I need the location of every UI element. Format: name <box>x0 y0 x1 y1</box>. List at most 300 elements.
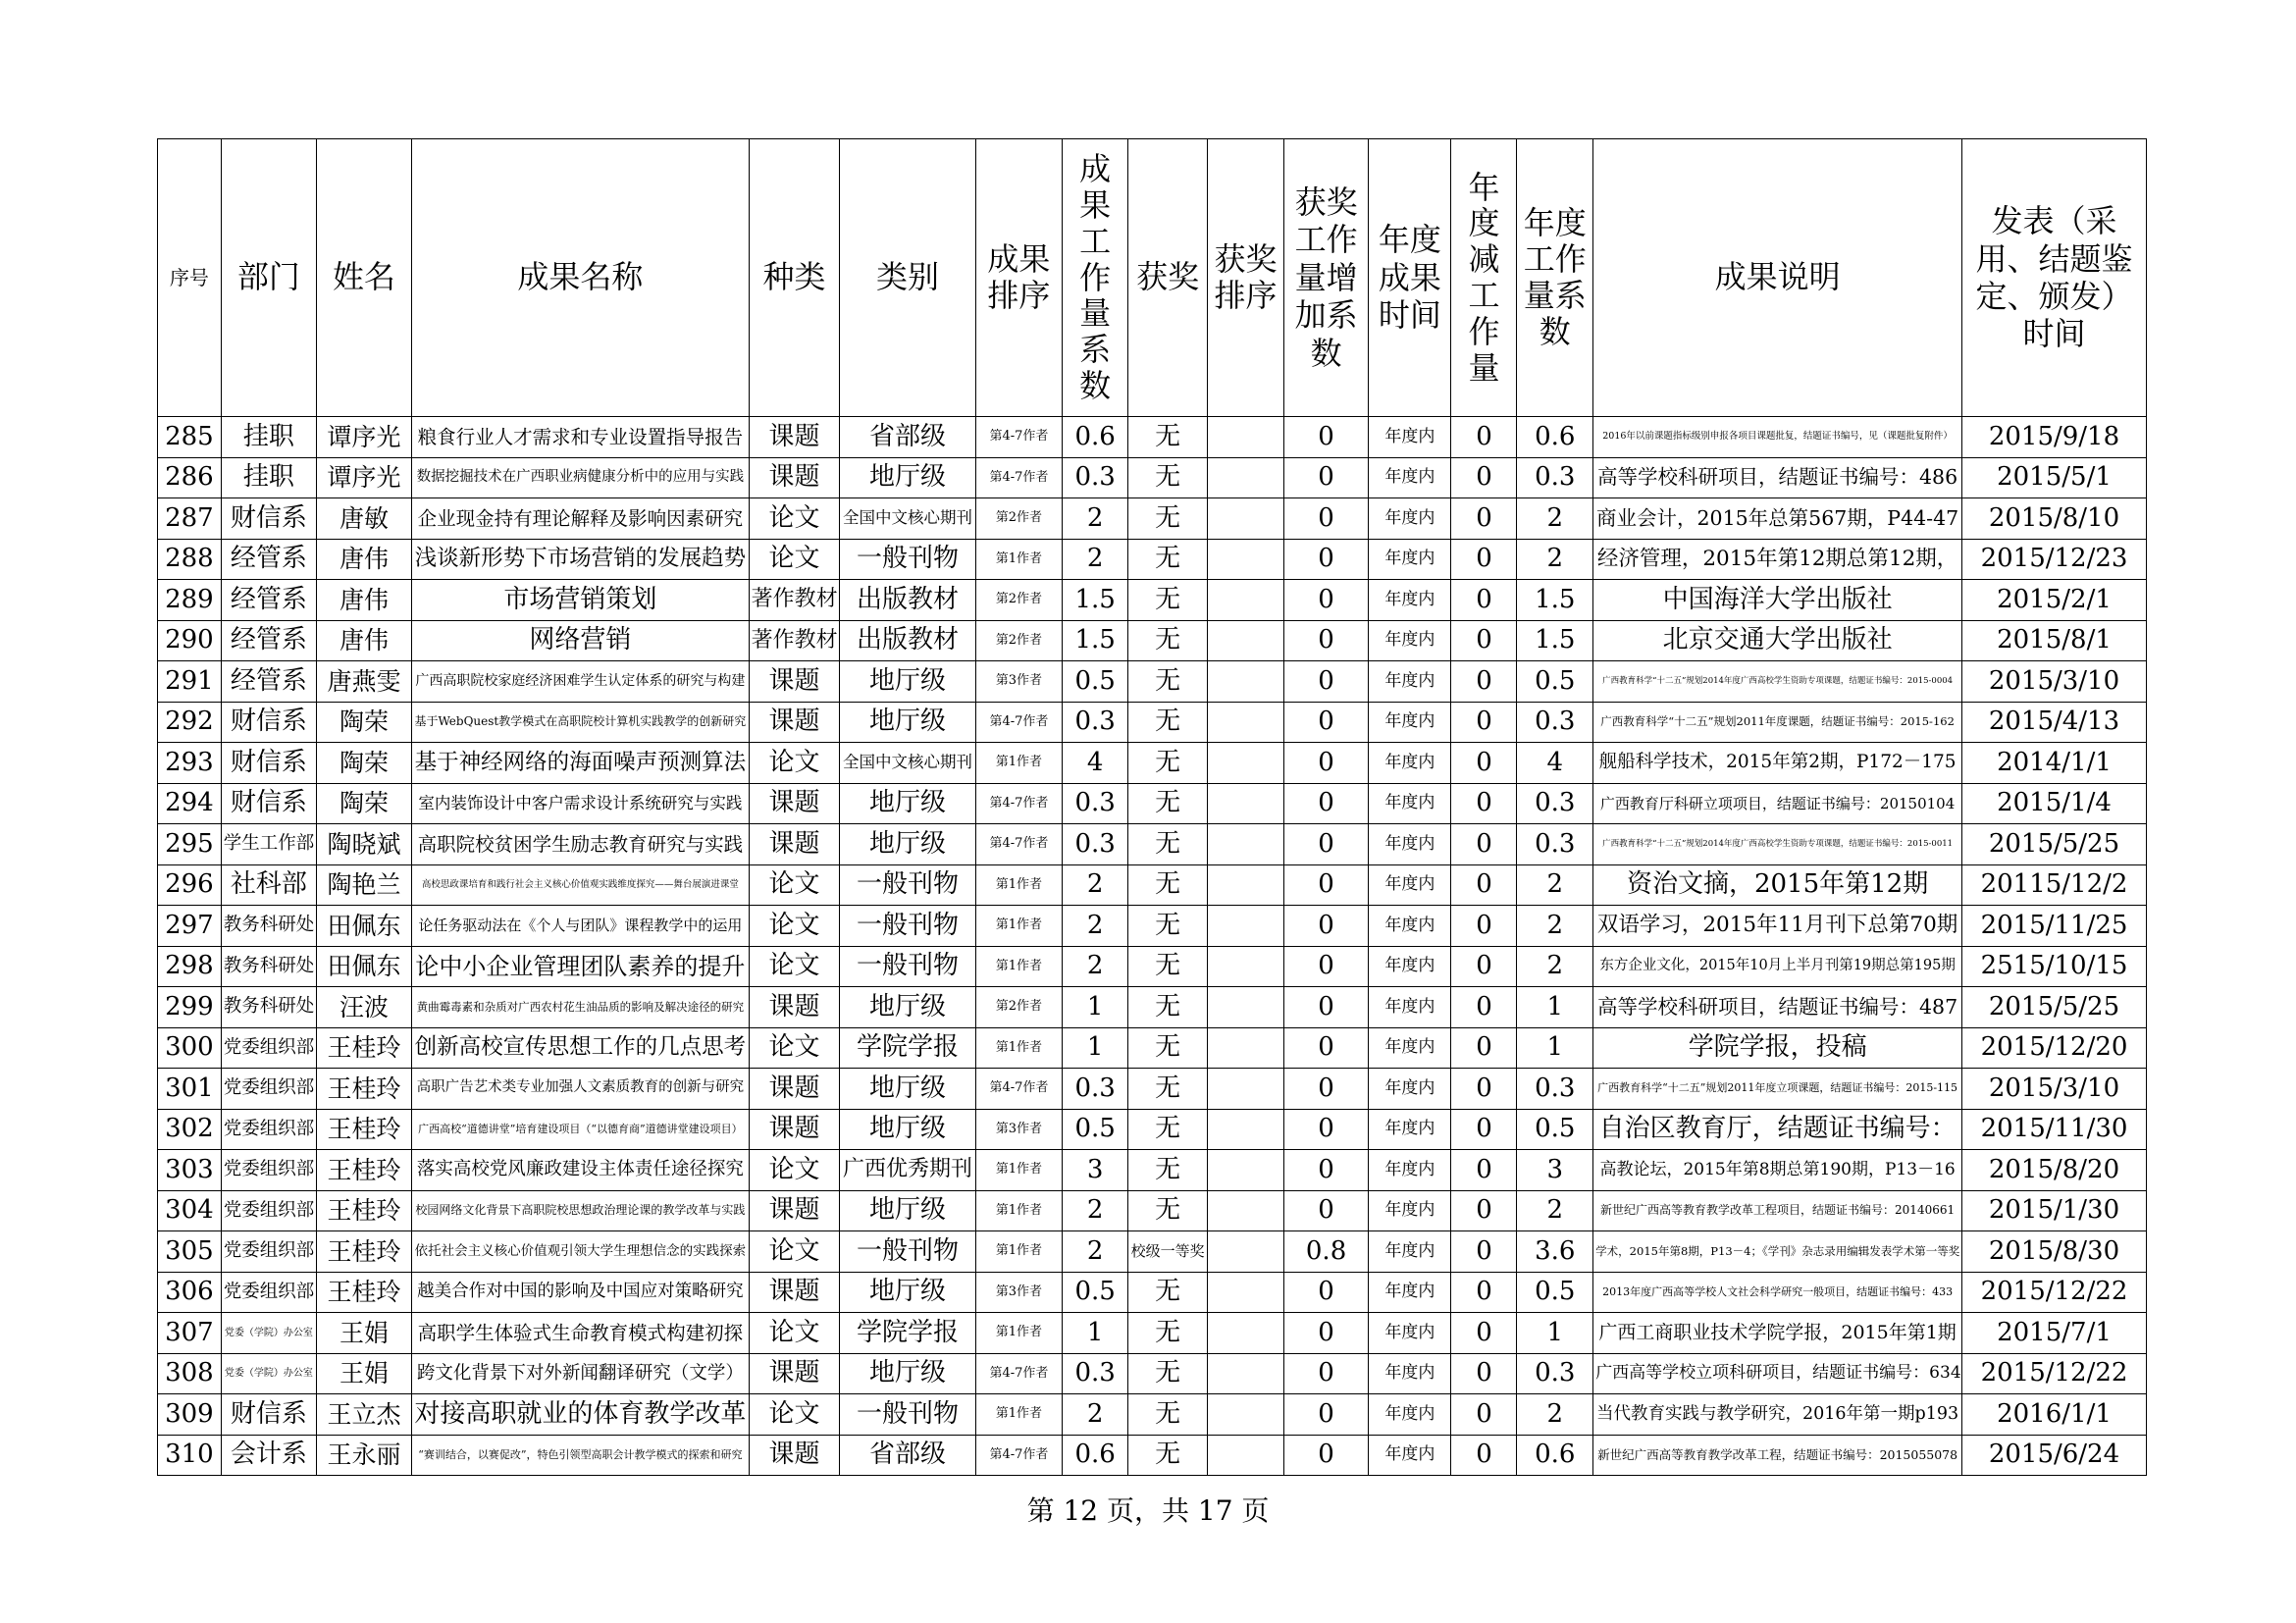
category-cell: 学院学报 <box>840 1313 975 1354</box>
pub-time-cell: 2515/10/15 <box>1961 946 2146 987</box>
pub-time-cell: 2016/1/1 <box>1961 1394 2146 1436</box>
reduce-cell: 0 <box>1451 661 1517 703</box>
pub-time-cell: 2015/6/24 <box>1961 1435 2146 1476</box>
award-cell: 无 <box>1128 987 1208 1028</box>
kind-cell: 论文 <box>749 743 840 784</box>
kind-cell: 论文 <box>749 498 840 540</box>
time-cell: 年度内 <box>1369 864 1451 906</box>
coef-cell: 2 <box>1063 1190 1128 1231</box>
coef-cell: 3 <box>1063 1150 1128 1191</box>
category-cell: 地厅级 <box>840 702 975 743</box>
table-row <box>158 1190 2147 1231</box>
category-cell: 地厅级 <box>840 1109 975 1150</box>
award-cell: 无 <box>1128 417 1208 458</box>
coef-cell: 1 <box>1063 1313 1128 1354</box>
category-cell: 一般刊物 <box>840 539 975 580</box>
title-cell: 高职院校贫困学生励志教育研究与实践 <box>412 824 749 865</box>
category-cell: 地厅级 <box>840 1190 975 1231</box>
kind-cell: 论文 <box>749 539 840 580</box>
desc-cell: 双语学习，2015年11月刊下总第70期 <box>1593 906 1962 947</box>
name-cell: 田佩东 <box>316 906 411 947</box>
kind-cell: 论文 <box>749 906 840 947</box>
award-coef-cell: 0 <box>1283 1313 1368 1354</box>
reduce-cell: 0 <box>1451 824 1517 865</box>
year-coef-cell: 4 <box>1517 743 1593 784</box>
year-coef-cell: 2 <box>1517 498 1593 540</box>
award-cell: 无 <box>1128 539 1208 580</box>
year-coef-cell: 0.5 <box>1517 1272 1593 1313</box>
pub-time-cell: 2015/1/30 <box>1961 1190 2146 1231</box>
table-row <box>158 620 2147 661</box>
dept-cell: 经管系 <box>221 661 316 703</box>
desc-cell: 学术，2015年第8期，P13－4；《学刊》杂志录用编辑发表学术第一等奖 <box>1593 1231 1962 1273</box>
desc-cell: 广西教育科学“十二五”规划2011年度立项课题，结题证书编号：2015-115 <box>1593 1069 1962 1110</box>
year-coef-cell: 0.3 <box>1517 702 1593 743</box>
award-cell: 无 <box>1128 946 1208 987</box>
name-cell: 王娟 <box>316 1313 411 1354</box>
title-cell: 落实高校党风廉政建设主体责任途径探究 <box>412 1150 749 1191</box>
title-cell: 黄曲霉毒素和杂质对广西农村花生油品质的影响及解决途径的研究 <box>412 987 749 1028</box>
dept-cell: 经管系 <box>221 580 316 621</box>
rank-cell: 第4-7作者 <box>975 824 1063 865</box>
name-cell: 陶晓斌 <box>316 824 411 865</box>
year-coef-cell: 0.5 <box>1517 1109 1593 1150</box>
seq-cell: 308 <box>158 1353 222 1394</box>
category-cell: 一般刊物 <box>840 864 975 906</box>
year-coef-cell: 3 <box>1517 1150 1593 1191</box>
category-cell: 地厅级 <box>840 987 975 1028</box>
award-coef-cell: 0 <box>1283 620 1368 661</box>
category-cell: 一般刊物 <box>840 1231 975 1273</box>
award-rank-cell <box>1208 1313 1284 1354</box>
award-cell: 无 <box>1128 661 1208 703</box>
pub-time-cell: 2014/1/1 <box>1961 743 2146 784</box>
category-cell: 地厅级 <box>840 661 975 703</box>
year-coef-cell: 0.6 <box>1517 1435 1593 1476</box>
table-row <box>158 1109 2147 1150</box>
award-cell: 无 <box>1128 1109 1208 1150</box>
pub-time-cell: 2015/9/18 <box>1961 417 2146 458</box>
desc-cell: 广西工商职业技术学院学报，2015年第1期 <box>1593 1313 1962 1354</box>
title-cell: 高职学生体验式生命教育模式构建初探 <box>412 1313 749 1354</box>
desc-cell: 当代教育实践与教学研究，2016年第一期p193 <box>1593 1394 1962 1436</box>
year-coef-cell: 3.6 <box>1517 1231 1593 1273</box>
year-coef-cell: 2 <box>1517 946 1593 987</box>
rank-cell: 第4-7作者 <box>975 702 1063 743</box>
time-cell: 年度内 <box>1369 987 1451 1028</box>
pub-time-cell: 2015/7/1 <box>1961 1313 2146 1354</box>
time-cell: 年度内 <box>1369 1231 1451 1273</box>
award-coef-cell: 0 <box>1283 1435 1368 1476</box>
name-cell: 王桂玲 <box>316 1109 411 1150</box>
award-cell: 无 <box>1128 580 1208 621</box>
seq-cell: 295 <box>158 824 222 865</box>
rank-cell: 第4-7作者 <box>975 783 1063 824</box>
coef-cell: 1 <box>1063 1027 1128 1069</box>
category-cell: 一般刊物 <box>840 946 975 987</box>
title-cell: 室内装饰设计中客户需求设计系统研究与实践 <box>412 783 749 824</box>
name-cell: 陶荣 <box>316 702 411 743</box>
award-rank-cell <box>1208 1027 1284 1069</box>
rank-cell: 第1作者 <box>975 743 1063 784</box>
title-cell: 浅谈新形势下市场营销的发展趋势 <box>412 539 749 580</box>
award-coef-cell: 0.8 <box>1283 1231 1368 1273</box>
kind-cell: 课题 <box>749 1109 840 1150</box>
kind-cell: 课题 <box>749 783 840 824</box>
name-cell: 王娟 <box>316 1353 411 1394</box>
award-coef-cell: 0 <box>1283 946 1368 987</box>
seq-cell: 303 <box>158 1150 222 1191</box>
category-cell: 出版教材 <box>840 580 975 621</box>
award-cell: 校级一等奖 <box>1128 1231 1208 1273</box>
header-rank: 成果排序 <box>975 139 1063 417</box>
award-cell: 无 <box>1128 864 1208 906</box>
dept-cell: 社科部 <box>221 864 316 906</box>
kind-cell: 论文 <box>749 1313 840 1354</box>
award-cell: 无 <box>1128 1313 1208 1354</box>
award-coef-cell: 0 <box>1283 864 1368 906</box>
dept-cell: 教务科研处 <box>221 906 316 947</box>
time-cell: 年度内 <box>1369 620 1451 661</box>
time-cell: 年度内 <box>1369 1394 1451 1436</box>
header-award-rank: 获奖排序 <box>1208 139 1284 417</box>
award-cell: 无 <box>1128 824 1208 865</box>
rank-cell: 第4-7作者 <box>975 1435 1063 1476</box>
seq-cell: 305 <box>158 1231 222 1273</box>
pub-time-cell: 2015/8/20 <box>1961 1150 2146 1191</box>
dept-cell: 党委组织部 <box>221 1231 316 1273</box>
rank-cell: 第4-7作者 <box>975 1353 1063 1394</box>
reduce-cell: 0 <box>1451 864 1517 906</box>
kind-cell: 论文 <box>749 1027 840 1069</box>
name-cell: 王桂玲 <box>316 1150 411 1191</box>
coef-cell: 2 <box>1063 539 1128 580</box>
name-cell: 陶荣 <box>316 743 411 784</box>
award-rank-cell <box>1208 946 1284 987</box>
award-coef-cell: 0 <box>1283 743 1368 784</box>
table-row <box>158 1150 2147 1191</box>
time-cell: 年度内 <box>1369 1027 1451 1069</box>
table-row <box>158 864 2147 906</box>
award-rank-cell <box>1208 702 1284 743</box>
award-cell: 无 <box>1128 1272 1208 1313</box>
coef-cell: 0.3 <box>1063 457 1128 498</box>
time-cell: 年度内 <box>1369 1272 1451 1313</box>
rank-cell: 第3作者 <box>975 661 1063 703</box>
award-cell: 无 <box>1128 1150 1208 1191</box>
award-coef-cell: 0 <box>1283 417 1368 458</box>
seq-cell: 288 <box>158 539 222 580</box>
reduce-cell: 0 <box>1451 1069 1517 1110</box>
coef-cell: 0.5 <box>1063 1109 1128 1150</box>
table-row <box>158 783 2147 824</box>
kind-cell: 课题 <box>749 1353 840 1394</box>
seq-cell: 285 <box>158 417 222 458</box>
dept-cell: 教务科研处 <box>221 946 316 987</box>
seq-cell: 298 <box>158 946 222 987</box>
category-cell: 地厅级 <box>840 1272 975 1313</box>
table-row <box>158 702 2147 743</box>
award-rank-cell <box>1208 1150 1284 1191</box>
rank-cell: 第2作者 <box>975 987 1063 1028</box>
category-cell: 全国中文核心期刊 <box>840 498 975 540</box>
rank-cell: 第1作者 <box>975 1231 1063 1273</box>
table-row <box>158 1353 2147 1394</box>
category-cell: 地厅级 <box>840 457 975 498</box>
table-row <box>158 1272 2147 1313</box>
award-coef-cell: 0 <box>1283 498 1368 540</box>
award-rank-cell <box>1208 824 1284 865</box>
desc-cell: 中国海洋大学出版社 <box>1593 580 1962 621</box>
award-coef-cell: 0 <box>1283 1027 1368 1069</box>
title-cell: 基于神经网络的海面噪声预测算法 <box>412 743 749 784</box>
dept-cell: 挂职 <box>221 417 316 458</box>
pub-time-cell: 2015/11/30 <box>1961 1109 2146 1150</box>
award-coef-cell: 0 <box>1283 457 1368 498</box>
desc-cell: 新世纪广西高等教育教学改革工程，结题证书编号：2015055078 <box>1593 1435 1962 1476</box>
time-cell: 年度内 <box>1369 539 1451 580</box>
award-cell: 无 <box>1128 1069 1208 1110</box>
seq-cell: 290 <box>158 620 222 661</box>
desc-cell: 2013年度广西高等学校人文社会科学研究一般项目，结题证书编号：433 <box>1593 1272 1962 1313</box>
reduce-cell: 0 <box>1451 987 1517 1028</box>
reduce-cell: 0 <box>1451 1190 1517 1231</box>
coef-cell: 0.3 <box>1063 702 1128 743</box>
reduce-cell: 0 <box>1451 457 1517 498</box>
time-cell: 年度内 <box>1369 743 1451 784</box>
category-cell: 地厅级 <box>840 824 975 865</box>
name-cell: 王永丽 <box>316 1435 411 1476</box>
rank-cell: 第4-7作者 <box>975 457 1063 498</box>
seq-cell: 289 <box>158 580 222 621</box>
coef-cell: 2 <box>1063 1231 1128 1273</box>
seq-cell: 299 <box>158 987 222 1028</box>
table-row <box>158 661 2147 703</box>
dept-cell: 财信系 <box>221 498 316 540</box>
header-kind: 种类 <box>749 139 840 417</box>
coef-cell: 0.3 <box>1063 824 1128 865</box>
dept-cell: 财信系 <box>221 783 316 824</box>
pub-time-cell: 2015/5/25 <box>1961 987 2146 1028</box>
award-rank-cell <box>1208 743 1284 784</box>
desc-cell: 舰船科学技术，2015年第2期，P172－175 <box>1593 743 1962 784</box>
category-cell: 地厅级 <box>840 1353 975 1394</box>
seq-cell: 310 <box>158 1435 222 1476</box>
rank-cell: 第2作者 <box>975 498 1063 540</box>
rank-cell: 第4-7作者 <box>975 417 1063 458</box>
dept-cell: 党委组织部 <box>221 1027 316 1069</box>
award-coef-cell: 0 <box>1283 580 1368 621</box>
pub-time-cell: 2015/3/10 <box>1961 1069 2146 1110</box>
pub-time-cell: 2015/1/4 <box>1961 783 2146 824</box>
award-cell: 无 <box>1128 783 1208 824</box>
year-coef-cell: 0.3 <box>1517 457 1593 498</box>
name-cell: 田佩东 <box>316 946 411 987</box>
dept-cell: 财信系 <box>221 702 316 743</box>
award-coef-cell: 0 <box>1283 987 1368 1028</box>
dept-cell: 学生工作部 <box>221 824 316 865</box>
award-coef-cell: 0 <box>1283 1272 1368 1313</box>
seq-cell: 304 <box>158 1190 222 1231</box>
table-row <box>158 457 2147 498</box>
title-cell: 数据挖掘技术在广西职业病健康分析中的应用与实践 <box>412 457 749 498</box>
award-rank-cell <box>1208 987 1284 1028</box>
header-award-coef: 获奖工作量增加系数 <box>1283 139 1368 417</box>
dept-cell: 党委（学院）办公室 <box>221 1353 316 1394</box>
title-cell: “赛训结合，以赛促改”，特色引领型高职会计教学模式的探索和研究 <box>412 1435 749 1476</box>
year-coef-cell: 0.3 <box>1517 1353 1593 1394</box>
name-cell: 汪波 <box>316 987 411 1028</box>
kind-cell: 课题 <box>749 1272 840 1313</box>
name-cell: 唐伟 <box>316 539 411 580</box>
kind-cell: 课题 <box>749 661 840 703</box>
reduce-cell: 0 <box>1451 1313 1517 1354</box>
year-coef-cell: 1.5 <box>1517 620 1593 661</box>
dept-cell: 党委组织部 <box>221 1272 316 1313</box>
name-cell: 唐伟 <box>316 580 411 621</box>
category-cell: 出版教材 <box>840 620 975 661</box>
pub-time-cell: 2015/12/22 <box>1961 1272 2146 1313</box>
award-cell: 无 <box>1128 1027 1208 1069</box>
reduce-cell: 0 <box>1451 783 1517 824</box>
table-row <box>158 1027 2147 1069</box>
kind-cell: 课题 <box>749 824 840 865</box>
award-rank-cell <box>1208 620 1284 661</box>
category-cell: 一般刊物 <box>840 906 975 947</box>
coef-cell: 1.5 <box>1063 580 1128 621</box>
dept-cell: 会计系 <box>221 1435 316 1476</box>
year-coef-cell: 2 <box>1517 864 1593 906</box>
reduce-cell: 0 <box>1451 620 1517 661</box>
award-rank-cell <box>1208 539 1284 580</box>
seq-cell: 306 <box>158 1272 222 1313</box>
kind-cell: 著作教材 <box>749 620 840 661</box>
table-row <box>158 1313 2147 1354</box>
year-coef-cell: 0.6 <box>1517 417 1593 458</box>
header-reduce: 年度减工作量 <box>1451 139 1517 417</box>
table-row <box>158 987 2147 1028</box>
seq-cell: 309 <box>158 1394 222 1436</box>
award-coef-cell: 0 <box>1283 783 1368 824</box>
award-cell: 无 <box>1128 1190 1208 1231</box>
title-cell: 论中小企业管理团队素养的提升 <box>412 946 749 987</box>
award-coef-cell: 0 <box>1283 906 1368 947</box>
pub-time-cell: 2015/8/30 <box>1961 1231 2146 1273</box>
name-cell: 谭序光 <box>316 417 411 458</box>
header-name: 姓名 <box>316 139 411 417</box>
coef-cell: 2 <box>1063 498 1128 540</box>
category-cell: 广西优秀期刊 <box>840 1150 975 1191</box>
coef-cell: 0.3 <box>1063 1069 1128 1110</box>
header-coef: 成果工作量系数 <box>1063 139 1128 417</box>
table-row <box>158 824 2147 865</box>
award-coef-cell: 0 <box>1283 1190 1368 1231</box>
time-cell: 年度内 <box>1369 906 1451 947</box>
award-coef-cell: 0 <box>1283 702 1368 743</box>
category-cell: 省部级 <box>840 1435 975 1476</box>
coef-cell: 1.5 <box>1063 620 1128 661</box>
dept-cell: 党委组织部 <box>221 1109 316 1150</box>
award-cell: 无 <box>1128 620 1208 661</box>
rank-cell: 第1作者 <box>975 1190 1063 1231</box>
award-coef-cell: 0 <box>1283 1069 1368 1110</box>
time-cell: 年度内 <box>1369 1109 1451 1150</box>
award-coef-cell: 0 <box>1283 539 1368 580</box>
reduce-cell: 0 <box>1451 1027 1517 1069</box>
award-coef-cell: 0 <box>1283 824 1368 865</box>
year-coef-cell: 0.3 <box>1517 824 1593 865</box>
time-cell: 年度内 <box>1369 661 1451 703</box>
table-row <box>158 1069 2147 1110</box>
title-cell: 创新高校宣传思想工作的几点思考 <box>412 1027 749 1069</box>
table-row <box>158 1231 2147 1273</box>
name-cell: 陶艳兰 <box>316 864 411 906</box>
rank-cell: 第1作者 <box>975 1394 1063 1436</box>
pub-time-cell: 20115/12/2 <box>1961 864 2146 906</box>
seq-cell: 286 <box>158 457 222 498</box>
award-coef-cell: 0 <box>1283 1109 1368 1150</box>
header-dept: 部门 <box>221 139 316 417</box>
pub-time-cell: 2015/12/20 <box>1961 1027 2146 1069</box>
name-cell: 王立杰 <box>316 1394 411 1436</box>
rank-cell: 第1作者 <box>975 906 1063 947</box>
dept-cell: 经管系 <box>221 539 316 580</box>
coef-cell: 0.6 <box>1063 417 1128 458</box>
rank-cell: 第1作者 <box>975 864 1063 906</box>
pub-time-cell: 2015/11/25 <box>1961 906 2146 947</box>
reduce-cell: 0 <box>1451 539 1517 580</box>
name-cell: 王桂玲 <box>316 1069 411 1110</box>
award-rank-cell <box>1208 1231 1284 1273</box>
rank-cell: 第1作者 <box>975 946 1063 987</box>
reduce-cell: 0 <box>1451 1435 1517 1476</box>
time-cell: 年度内 <box>1369 1435 1451 1476</box>
header-award: 获奖 <box>1128 139 1208 417</box>
table-row <box>158 417 2147 458</box>
reduce-cell: 0 <box>1451 498 1517 540</box>
time-cell: 年度内 <box>1369 498 1451 540</box>
year-coef-cell: 2 <box>1517 1190 1593 1231</box>
desc-cell: 新世纪广西高等教育教学改革工程项目，结题证书编号：20140661 <box>1593 1190 1962 1231</box>
reduce-cell: 0 <box>1451 743 1517 784</box>
rank-cell: 第1作者 <box>975 1313 1063 1354</box>
title-cell: 基于WebQuest教学模式在高职院校计算机实践教学的创新研究 <box>412 702 749 743</box>
rank-cell: 第3作者 <box>975 1109 1063 1150</box>
time-cell: 年度内 <box>1369 1313 1451 1354</box>
coef-cell: 0.5 <box>1063 661 1128 703</box>
time-cell: 年度内 <box>1369 417 1451 458</box>
header-category: 类别 <box>840 139 975 417</box>
kind-cell: 论文 <box>749 1231 840 1273</box>
rank-cell: 第3作者 <box>975 1272 1063 1313</box>
dept-cell: 财信系 <box>221 1394 316 1436</box>
seq-cell: 307 <box>158 1313 222 1354</box>
table-row <box>158 906 2147 947</box>
table-row <box>158 539 2147 580</box>
pub-time-cell: 2015/5/1 <box>1961 457 2146 498</box>
coef-cell: 4 <box>1063 743 1128 784</box>
rank-cell: 第4-7作者 <box>975 1069 1063 1110</box>
coef-cell: 0.6 <box>1063 1435 1128 1476</box>
award-rank-cell <box>1208 1394 1284 1436</box>
title-cell: 广西高校“道德讲堂”培育建设项目（“以德育商”道德讲堂建设项目） <box>412 1109 749 1150</box>
award-rank-cell <box>1208 1272 1284 1313</box>
award-rank-cell <box>1208 1190 1284 1231</box>
desc-cell: 广西高等学校立项科研项目，结题证书编号：634 <box>1593 1353 1962 1394</box>
title-cell: 企业现金持有理论解释及影响因素研究 <box>412 498 749 540</box>
header-seq: 序号 <box>158 139 222 417</box>
table-row <box>158 743 2147 784</box>
